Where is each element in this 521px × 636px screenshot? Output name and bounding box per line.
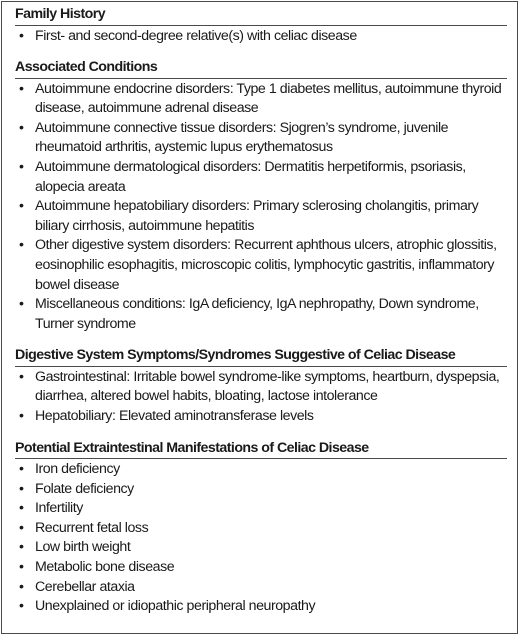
list-item: • Folate deficiency [15,480,515,500]
section-extraintestinal-manifestations [15,427,515,617]
list-item: • Metabolic bone disease [15,558,515,578]
section-digestive-symptoms [15,334,515,426]
list-item: • Autoimmune hepatobiliary disorders: Primary sclerosing cholangitis, primary biliary cirrhosis, autoimmune hepatitis [15,197,515,236]
section-family-history [15,0,515,46]
section-associated-conditions [15,46,515,334]
section-heading: Associated Conditions [15,46,507,79]
section-heading: Potential Extraintestinal Manifestations of Celiac Disease [15,427,507,460]
list-item: • Iron deficiency [15,460,515,480]
list-item: • Hepatobiliary: Elevated aminotransferase levels [15,407,515,427]
list-item: • Autoimmune connective tissue disorders: Sjogren’s syndrome, juvenile rheumatoid arthritis, aystemic lupus erythematosus [15,119,515,158]
risk-factor-table [15,0,515,617]
item-list [15,27,515,47]
list-item: • Low birth weight [15,538,515,558]
list-item: • Recurrent fetal loss [15,519,515,539]
list-item: • Miscellaneous conditions: IgA deficiency, IgA nephropathy, Down syndrome, Turner syndrome [15,295,515,334]
item-list [15,368,515,427]
list-item: • Other digestive system disorders: Recurrent aphthous ulcers, atrophic glossitis, eosinophilic esophagitis, microscopic colitis, lymphocytic gastritis, inflammatory bowel disease [15,236,515,295]
list-item: • Infertility [15,499,515,519]
list-item: • Gastrointestinal: Irritable bowel syndrome-like symptoms, heartburn, dyspepsia, diarrhea, altered bowel habits, bloating, lactose intolerance [15,368,515,407]
item-list [15,80,515,335]
section-heading: Digestive System Symptoms/Syndromes Suggestive of Celiac Disease [15,334,507,367]
list-item: • Unexplained or idiopathic peripheral neuropathy [15,597,515,617]
item-list [15,460,515,617]
section-heading: Family History [15,0,507,26]
list-item: • Autoimmune endocrine disorders: Type 1 diabetes mellitus, autoimmune thyroid disease, autoimmune adrenal disease [15,80,515,119]
list-item: • Autoimmune dermatological disorders: Dermatitis herpetiformis, psoriasis, alopecia areata [15,158,515,197]
list-item: • Cerebellar ataxia [15,578,515,598]
list-item: • First- and second-degree relative(s) with celiac disease [15,27,515,47]
